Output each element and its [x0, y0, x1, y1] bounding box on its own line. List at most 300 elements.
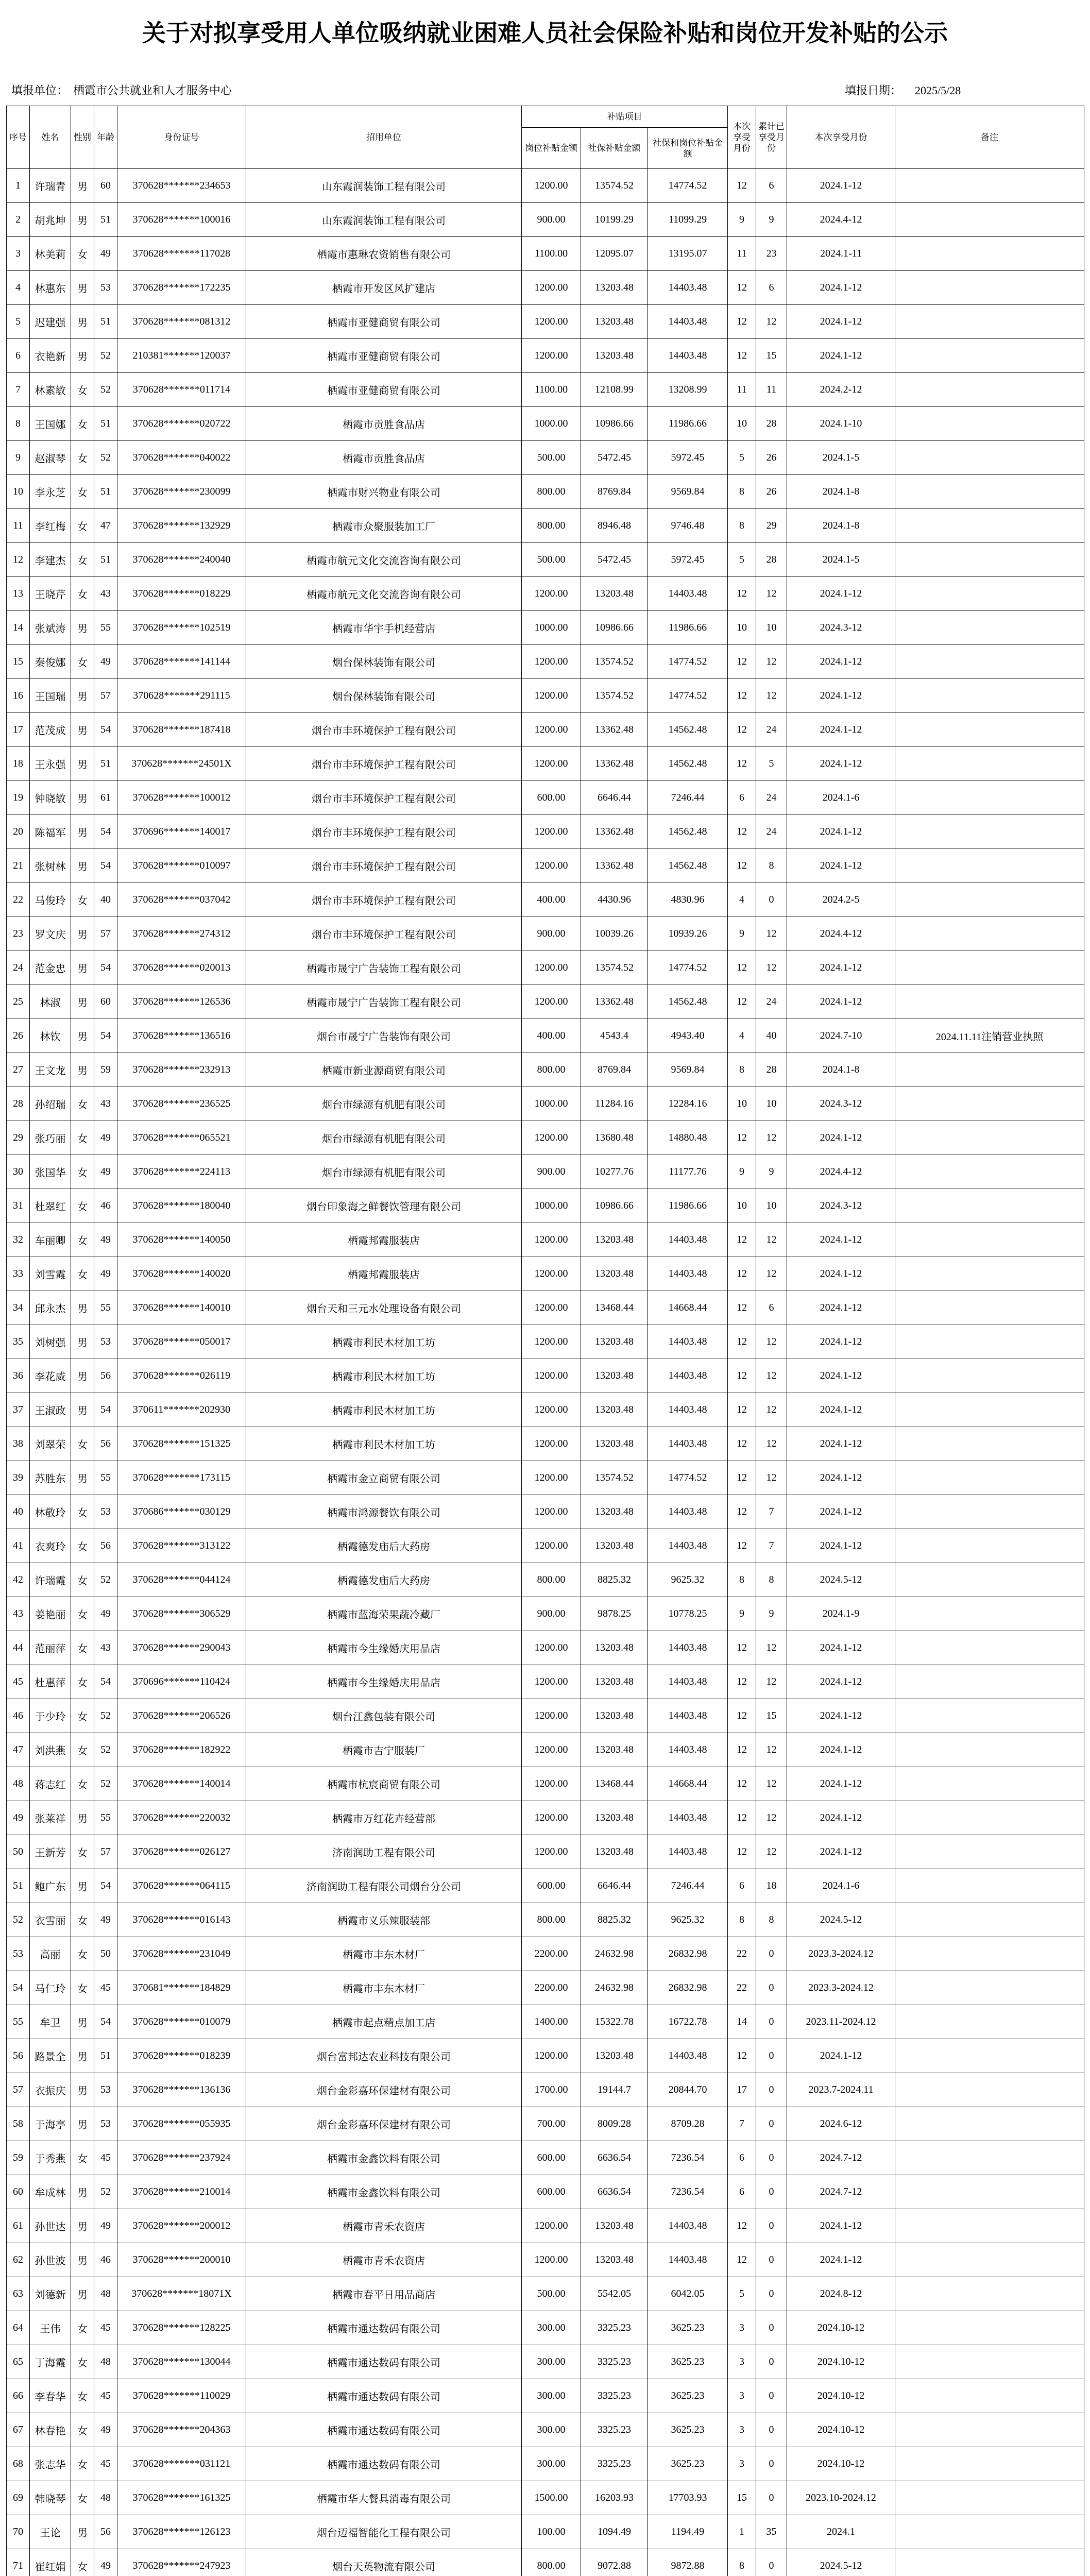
cell-age: 45	[94, 2447, 117, 2481]
cell-period: 2024.1-12	[787, 2209, 895, 2243]
cell-employer: 栖霞邦霞服装店	[246, 1257, 522, 1291]
cell-period: 2024.1-12	[787, 1801, 895, 1835]
cell-seq: 52	[7, 1903, 30, 1937]
cell-gender: 男	[71, 2073, 94, 2107]
cell-total-subsidy: 14403.48	[648, 1325, 728, 1359]
cell-age: 54	[94, 815, 117, 849]
cell-social-subsidy: 11284.16	[581, 1087, 648, 1121]
cell-id-number: 370628*******102519	[117, 611, 246, 645]
cell-cumulative-months: 12	[756, 1733, 787, 1767]
cell-employer: 栖霞市青禾农资店	[246, 2243, 522, 2277]
cell-cumulative-months: 12	[756, 951, 787, 985]
cell-id-number: 370628*******140010	[117, 1291, 246, 1325]
cell-months: 12	[728, 1699, 756, 1733]
cell-gender: 女	[71, 1767, 94, 1801]
cell-employer: 烟台市丰环境保护工程有限公司	[246, 917, 522, 951]
cell-social-subsidy: 13203.48	[581, 1359, 648, 1393]
cell-total-subsidy: 14403.48	[648, 271, 728, 305]
cell-months: 3	[728, 2345, 756, 2379]
cell-id-number: 370628*******050017	[117, 1325, 246, 1359]
cell-months: 6	[728, 781, 756, 815]
cell-name: 崔红娟	[30, 2549, 71, 2576]
cell-social-subsidy: 13203.48	[581, 1223, 648, 1257]
cell-period: 2024.1-8	[787, 475, 895, 509]
cell-gender: 女	[71, 475, 94, 509]
cell-seq: 30	[7, 1155, 30, 1189]
cell-employer: 栖霞市杭宸商贸有限公司	[246, 1767, 522, 1801]
cell-total-subsidy: 26832.98	[648, 1971, 728, 2005]
cell-age: 43	[94, 577, 117, 611]
cell-name: 丁海霞	[30, 2345, 71, 2379]
cell-age: 54	[94, 1019, 117, 1053]
cell-employer: 烟台金彩嘉环保建材有限公司	[246, 2073, 522, 2107]
cell-post-subsidy: 500.00	[522, 543, 581, 577]
cell-cumulative-months: 10	[756, 611, 787, 645]
cell-social-subsidy: 1094.49	[581, 2515, 648, 2549]
table-row	[7, 713, 1084, 747]
cell-employer: 济南润助工程有限公司	[246, 1835, 522, 1869]
cell-employer: 栖霞德发庙后大药房	[246, 1529, 522, 1563]
cell-gender: 男	[71, 713, 94, 747]
cell-id-number: 210381*******120037	[117, 339, 246, 373]
cell-name: 孙绍瑞	[30, 1087, 71, 1121]
cell-remark	[895, 645, 1084, 679]
cell-months: 12	[728, 1325, 756, 1359]
cell-cumulative-months: 12	[756, 1631, 787, 1665]
cell-period: 2024.2-5	[787, 883, 895, 917]
cell-period: 2024.5-12	[787, 2549, 895, 2576]
cell-remark	[895, 1665, 1084, 1699]
cell-period: 2024.1-12	[787, 849, 895, 883]
cell-remark	[895, 169, 1084, 203]
cell-employer: 栖霞市丰东木材厂	[246, 1937, 522, 1971]
cell-post-subsidy: 300.00	[522, 2311, 581, 2345]
cell-cumulative-months: 12	[756, 1801, 787, 1835]
cell-age: 52	[94, 1699, 117, 1733]
cell-name: 张国华	[30, 1155, 71, 1189]
cell-gender: 女	[71, 1631, 94, 1665]
cell-post-subsidy: 1200.00	[522, 169, 581, 203]
cell-id-number: 370628*******018229	[117, 577, 246, 611]
cell-months: 22	[728, 1971, 756, 2005]
cell-social-subsidy: 24632.98	[581, 1971, 648, 2005]
cell-cumulative-months: 12	[756, 1359, 787, 1393]
cell-employer: 烟台市丰环境保护工程有限公司	[246, 781, 522, 815]
cell-age: 57	[94, 917, 117, 951]
cell-cumulative-months: 0	[756, 2175, 787, 2209]
cell-id-number: 370628*******224113	[117, 1155, 246, 1189]
cell-name: 王伟	[30, 2311, 71, 2345]
cell-social-subsidy: 13203.48	[581, 2209, 648, 2243]
cell-cumulative-months: 0	[756, 2209, 787, 2243]
cell-months: 12	[728, 1223, 756, 1257]
cell-employer: 栖霞市惠琳农资销售有限公司	[246, 237, 522, 271]
cell-id-number: 370628*******236525	[117, 1087, 246, 1121]
cell-post-subsidy: 1000.00	[522, 611, 581, 645]
cell-post-subsidy: 1200.00	[522, 1427, 581, 1461]
cell-age: 48	[94, 2481, 117, 2515]
cell-post-subsidy: 1200.00	[522, 747, 581, 781]
cell-id-number: 370628*******100016	[117, 203, 246, 237]
table-row	[7, 2379, 1084, 2413]
cell-seq: 51	[7, 1869, 30, 1903]
cell-employer: 栖霞市通达数码有限公司	[246, 2413, 522, 2447]
cell-post-subsidy: 1500.00	[522, 2481, 581, 2515]
cell-total-subsidy: 11986.66	[648, 407, 728, 441]
cell-social-subsidy: 8009.28	[581, 2107, 648, 2141]
cell-age: 56	[94, 1359, 117, 1393]
cell-name: 张树林	[30, 849, 71, 883]
cell-total-subsidy: 14403.48	[648, 1631, 728, 1665]
cell-post-subsidy: 2200.00	[522, 1937, 581, 1971]
cell-period: 2024.1-12	[787, 1257, 895, 1291]
cell-name: 张巧丽	[30, 1121, 71, 1155]
cell-cumulative-months: 0	[756, 2073, 787, 2107]
cell-period: 2024.1-11	[787, 237, 895, 271]
cell-seq: 53	[7, 1937, 30, 1971]
cell-total-subsidy: 14403.48	[648, 1733, 728, 1767]
cell-remark	[895, 747, 1084, 781]
cell-name: 牟卫	[30, 2005, 71, 2039]
cell-id-number: 370628*******161325	[117, 2481, 246, 2515]
cell-post-subsidy: 1200.00	[522, 1223, 581, 1257]
cell-name: 马仁玲	[30, 1971, 71, 2005]
header-age: 年龄	[94, 106, 117, 169]
cell-name: 秦俊娜	[30, 645, 71, 679]
cell-social-subsidy: 6646.44	[581, 1869, 648, 1903]
cell-total-subsidy: 13195.07	[648, 237, 728, 271]
cell-total-subsidy: 14403.48	[648, 2243, 728, 2277]
cell-employer: 栖霞邦霞服装店	[246, 1223, 522, 1257]
cell-social-subsidy: 13203.48	[581, 2243, 648, 2277]
cell-remark	[895, 1835, 1084, 1869]
cell-age: 45	[94, 2141, 117, 2175]
cell-total-subsidy: 14403.48	[648, 1393, 728, 1427]
cell-gender: 男	[71, 1393, 94, 1427]
cell-period: 2024.1-12	[787, 271, 895, 305]
cell-total-subsidy: 9872.88	[648, 2549, 728, 2576]
cell-cumulative-months: 0	[756, 2345, 787, 2379]
cell-id-number: 370628*******210014	[117, 2175, 246, 2209]
table-row	[7, 849, 1084, 883]
table-row	[7, 2515, 1084, 2549]
cell-seq: 70	[7, 2515, 30, 2549]
table-row	[7, 1257, 1084, 1291]
cell-name: 刘翠荣	[30, 1427, 71, 1461]
cell-age: 56	[94, 1529, 117, 1563]
cell-months: 12	[728, 713, 756, 747]
cell-months: 12	[728, 951, 756, 985]
unit-label: 填报单位：	[11, 84, 69, 97]
cell-age: 52	[94, 1767, 117, 1801]
cell-name: 王论	[30, 2515, 71, 2549]
cell-post-subsidy: 600.00	[522, 1869, 581, 1903]
cell-social-subsidy: 10199.29	[581, 203, 648, 237]
cell-months: 12	[728, 2039, 756, 2073]
table-row	[7, 2175, 1084, 2209]
cell-period: 2024.1-12	[787, 577, 895, 611]
cell-seq: 8	[7, 407, 30, 441]
cell-total-subsidy: 12284.16	[648, 1087, 728, 1121]
table-row	[7, 1495, 1084, 1529]
cell-name: 马俊玲	[30, 883, 71, 917]
table-row	[7, 1291, 1084, 1325]
cell-age: 49	[94, 2413, 117, 2447]
cell-employer: 栖霞市利民木材加工坊	[246, 1393, 522, 1427]
cell-post-subsidy: 1200.00	[522, 645, 581, 679]
cell-age: 49	[94, 645, 117, 679]
cell-months: 10	[728, 1189, 756, 1223]
table-row	[7, 1087, 1084, 1121]
table-row	[7, 917, 1084, 951]
table-row	[7, 509, 1084, 543]
table-row	[7, 1053, 1084, 1087]
cell-id-number: 370696*******110424	[117, 1665, 246, 1699]
cell-social-subsidy: 13203.48	[581, 271, 648, 305]
cell-social-subsidy: 13362.48	[581, 985, 648, 1019]
cell-post-subsidy: 1200.00	[522, 985, 581, 1019]
reporting-unit: 栖霞市公共就业和人才服务中心	[73, 84, 232, 97]
cell-period: 2024.1-12	[787, 951, 895, 985]
cell-employer: 栖霞市众聚服装加工厂	[246, 509, 522, 543]
cell-employer: 栖霞市晟宁广告装饰工程有限公司	[246, 951, 522, 985]
cell-seq: 48	[7, 1767, 30, 1801]
cell-seq: 25	[7, 985, 30, 1019]
cell-employer: 栖霞市金鑫饮料有限公司	[246, 2141, 522, 2175]
cell-id-number: 370628*******274312	[117, 917, 246, 951]
cell-name: 王国瑞	[30, 679, 71, 713]
cell-name: 衣艳新	[30, 339, 71, 373]
cell-remark	[895, 339, 1084, 373]
cell-gender: 男	[71, 169, 94, 203]
cell-age: 56	[94, 2515, 117, 2549]
cell-employer: 烟台富邦达农业科技有限公司	[246, 2039, 522, 2073]
cell-period: 2024.10-12	[787, 2447, 895, 2481]
cell-employer: 栖霞市春平日用品商店	[246, 2277, 522, 2311]
cell-period: 2024.8-12	[787, 2277, 895, 2311]
cell-age: 49	[94, 1121, 117, 1155]
cell-seq: 69	[7, 2481, 30, 2515]
cell-post-subsidy: 300.00	[522, 2413, 581, 2447]
cell-remark	[895, 849, 1084, 883]
cell-name: 张志华	[30, 2447, 71, 2481]
table-row	[7, 1019, 1084, 1053]
table-row	[7, 2277, 1084, 2311]
header-employer: 招用单位	[246, 106, 522, 169]
cell-period: 2024.2-12	[787, 373, 895, 407]
cell-social-subsidy: 13203.48	[581, 2039, 648, 2073]
cell-employer: 栖霞市航元文化交流咨询有限公司	[246, 577, 522, 611]
cell-seq: 28	[7, 1087, 30, 1121]
cell-total-subsidy: 9625.32	[648, 1563, 728, 1597]
table-row	[7, 577, 1084, 611]
cell-period: 2024.3-12	[787, 611, 895, 645]
cell-gender: 女	[71, 2549, 94, 2576]
cell-employer: 烟台市丰环境保护工程有限公司	[246, 849, 522, 883]
cell-post-subsidy: 600.00	[522, 781, 581, 815]
cell-total-subsidy: 14880.48	[648, 1121, 728, 1155]
cell-total-subsidy: 14403.48	[648, 1223, 728, 1257]
cell-period: 2024.1	[787, 2515, 895, 2549]
cell-employer: 栖霞市新业源商贸有限公司	[246, 1053, 522, 1087]
cell-period: 2024.1-12	[787, 679, 895, 713]
cell-id-number: 370628*******182922	[117, 1733, 246, 1767]
cell-cumulative-months: 28	[756, 407, 787, 441]
cell-id-number: 370628*******140020	[117, 1257, 246, 1291]
cell-cumulative-months: 7	[756, 1495, 787, 1529]
cell-cumulative-months: 0	[756, 2413, 787, 2447]
cell-post-subsidy: 100.00	[522, 2515, 581, 2549]
cell-name: 林素敏	[30, 373, 71, 407]
header-row	[7, 106, 1084, 128]
cell-remark	[895, 1563, 1084, 1597]
table-row	[7, 1597, 1084, 1631]
cell-social-subsidy: 3325.23	[581, 2379, 648, 2413]
date-label: 填报日期：	[845, 84, 902, 97]
cell-remark	[895, 2413, 1084, 2447]
cell-months: 12	[728, 1121, 756, 1155]
cell-gender: 女	[71, 373, 94, 407]
cell-name: 林惠东	[30, 271, 71, 305]
cell-id-number: 370628*******040022	[117, 441, 246, 475]
cell-cumulative-months: 40	[756, 1019, 787, 1053]
cell-age: 49	[94, 1155, 117, 1189]
cell-age: 54	[94, 849, 117, 883]
cell-total-subsidy: 14403.48	[648, 1495, 728, 1529]
cell-gender: 女	[71, 2141, 94, 2175]
cell-period: 2024.10-12	[787, 2345, 895, 2379]
cell-total-subsidy: 14774.52	[648, 169, 728, 203]
cell-seq: 46	[7, 1699, 30, 1733]
cell-id-number: 370628*******010079	[117, 2005, 246, 2039]
cell-gender: 男	[71, 271, 94, 305]
cell-age: 46	[94, 2243, 117, 2277]
cell-id-number: 370628*******187418	[117, 713, 246, 747]
cell-remark	[895, 917, 1084, 951]
cell-gender: 女	[71, 1257, 94, 1291]
table-row	[7, 475, 1084, 509]
cell-employer: 栖霞市蓝海荣果蔬冷藏厂	[246, 1597, 522, 1631]
cell-post-subsidy: 1200.00	[522, 305, 581, 339]
cell-gender: 女	[71, 543, 94, 577]
table-row	[7, 883, 1084, 917]
cell-social-subsidy: 6636.54	[581, 2175, 648, 2209]
cell-id-number: 370628*******128225	[117, 2311, 246, 2345]
cell-age: 45	[94, 1971, 117, 2005]
cell-age: 53	[94, 1495, 117, 1529]
cell-name: 王淑政	[30, 1393, 71, 1427]
cell-seq: 38	[7, 1427, 30, 1461]
cell-months: 10	[728, 407, 756, 441]
cell-name: 范金忠	[30, 951, 71, 985]
cell-social-subsidy: 19144.7	[581, 2073, 648, 2107]
cell-remark	[895, 1223, 1084, 1257]
cell-age: 54	[94, 713, 117, 747]
cell-total-subsidy: 7236.54	[648, 2141, 728, 2175]
cell-months: 3	[728, 2447, 756, 2481]
cell-months: 12	[728, 1393, 756, 1427]
cell-name: 王国娜	[30, 407, 71, 441]
cell-social-subsidy: 13203.48	[581, 577, 648, 611]
cell-period: 2024.1-12	[787, 645, 895, 679]
cell-seq: 71	[7, 2549, 30, 2576]
cell-cumulative-months: 0	[756, 1971, 787, 2005]
cell-employer: 栖霞市通达数码有限公司	[246, 2447, 522, 2481]
cell-employer: 烟台迈福智能化工程有限公司	[246, 2515, 522, 2549]
cell-gender: 男	[71, 747, 94, 781]
cell-post-subsidy: 1200.00	[522, 1121, 581, 1155]
cell-name: 杜惠萍	[30, 1665, 71, 1699]
cell-gender: 女	[71, 2447, 94, 2481]
cell-gender: 男	[71, 951, 94, 985]
cell-remark	[895, 1801, 1084, 1835]
cell-seq: 42	[7, 1563, 30, 1597]
table-row	[7, 441, 1084, 475]
table-row	[7, 237, 1084, 271]
cell-employer: 栖霞市通达数码有限公司	[246, 2345, 522, 2379]
cell-cumulative-months: 0	[756, 2277, 787, 2311]
cell-social-subsidy: 9072.88	[581, 2549, 648, 2576]
cell-post-subsidy: 1200.00	[522, 2243, 581, 2277]
cell-social-subsidy: 13574.52	[581, 1461, 648, 1495]
cell-cumulative-months: 23	[756, 237, 787, 271]
cell-total-subsidy: 3625.23	[648, 2311, 728, 2345]
cell-total-subsidy: 9569.84	[648, 1053, 728, 1087]
cell-name: 王晓芹	[30, 577, 71, 611]
cell-seq: 47	[7, 1733, 30, 1767]
cell-period: 2024.1-12	[787, 713, 895, 747]
cell-post-subsidy: 800.00	[522, 1053, 581, 1087]
cell-total-subsidy: 6042.05	[648, 2277, 728, 2311]
cell-remark	[895, 1699, 1084, 1733]
cell-months: 12	[728, 1529, 756, 1563]
cell-employer: 栖霞市晟宁广告装饰工程有限公司	[246, 985, 522, 1019]
table-row	[7, 679, 1084, 713]
table-row	[7, 1325, 1084, 1359]
cell-id-number: 370628*******065521	[117, 1121, 246, 1155]
reporting-date: 2025/5/28	[915, 84, 961, 97]
cell-social-subsidy: 13203.48	[581, 1495, 648, 1529]
cell-gender: 女	[71, 1427, 94, 1461]
table-row	[7, 2345, 1084, 2379]
cell-remark	[895, 2481, 1084, 2515]
cell-total-subsidy: 14562.48	[648, 849, 728, 883]
cell-total-subsidy: 11177.76	[648, 1155, 728, 1189]
cell-social-subsidy: 3325.23	[581, 2447, 648, 2481]
cell-gender: 女	[71, 1597, 94, 1631]
cell-remark	[895, 1631, 1084, 1665]
cell-months: 15	[728, 2481, 756, 2515]
cell-period: 2024.1-5	[787, 441, 895, 475]
cell-gender: 女	[71, 2379, 94, 2413]
cell-total-subsidy: 9746.48	[648, 509, 728, 543]
cell-id-number: 370628*******026127	[117, 1835, 246, 1869]
cell-employer: 栖霞市利民木材加工坊	[246, 1359, 522, 1393]
cell-id-number: 370628*******306529	[117, 1597, 246, 1631]
cell-total-subsidy: 14774.52	[648, 1461, 728, 1495]
cell-months: 5	[728, 543, 756, 577]
cell-name: 罗文庆	[30, 917, 71, 951]
cell-gender: 男	[71, 339, 94, 373]
cell-months: 6	[728, 2175, 756, 2209]
cell-period: 2024.10-12	[787, 2379, 895, 2413]
cell-total-subsidy: 7246.44	[648, 781, 728, 815]
cell-seq: 21	[7, 849, 30, 883]
header-id-number: 身份证号	[117, 106, 246, 169]
cell-seq: 41	[7, 1529, 30, 1563]
cell-name: 孙世达	[30, 2209, 71, 2243]
cell-employer: 烟台江鑫包装有限公司	[246, 1699, 522, 1733]
